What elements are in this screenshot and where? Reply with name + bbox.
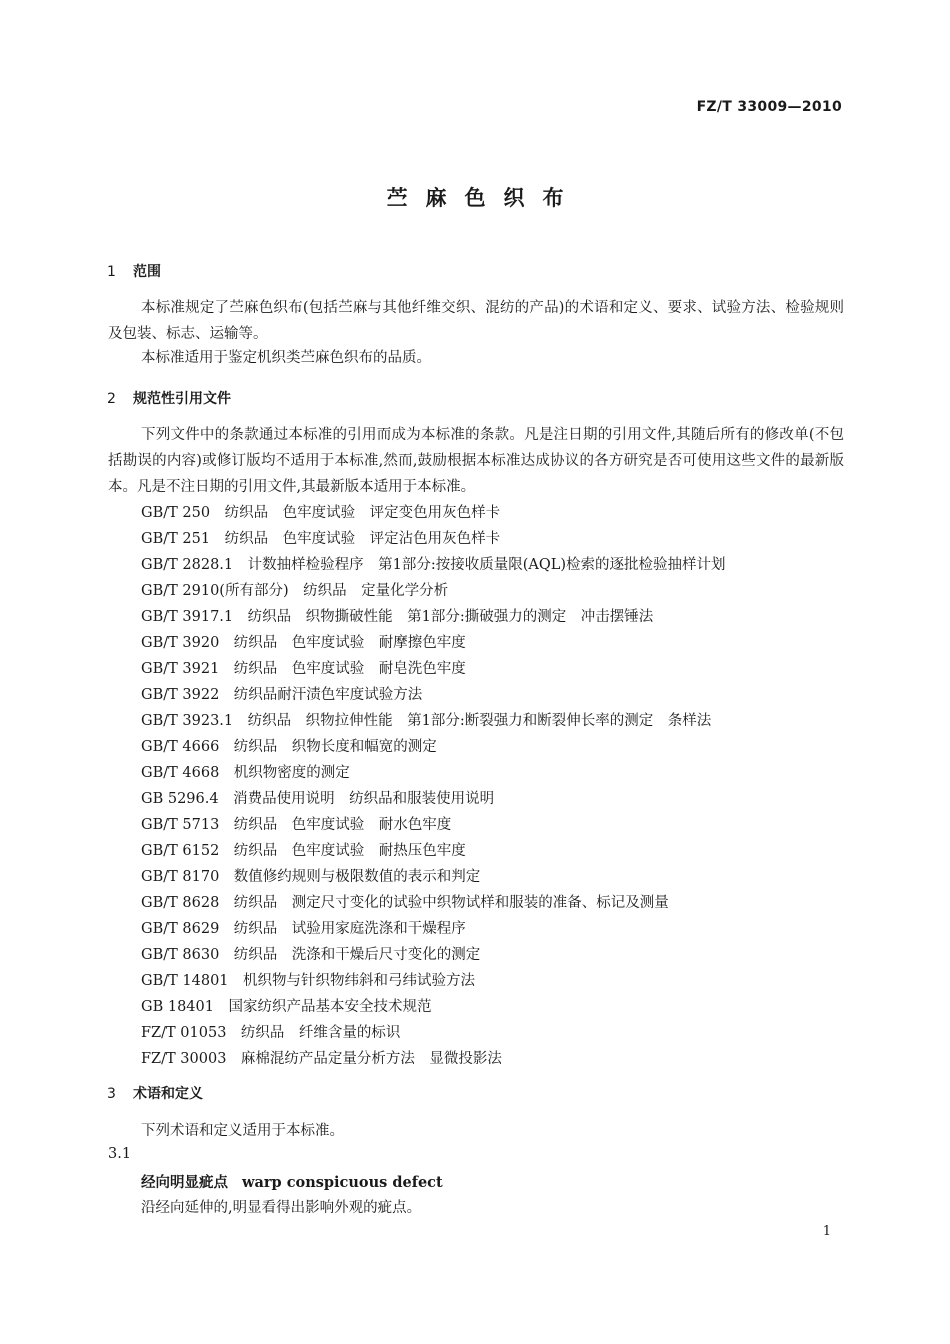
reference-item: GB/T 3922 纺织品耐汗渍色牢度试验方法	[141, 687, 423, 703]
reference-item: GB/T 8630 纺织品 洗涤和干燥后尺寸变化的测定	[141, 947, 481, 963]
terms-intro-paragraph: 下列术语和定义适用于本标准。	[141, 1123, 344, 1139]
normative-references-paragraph: 下列文件中的条款通过本标准的引用而成为本标准的条款。凡是注日期的引用文件,其随后所有的修改单(不包括勘误的内容)或修订版均不适用于本标准,然而,鼓励根据本标准达成协议的各方研究是否可使用这些文件的最新版本。凡是不注日期的引用文件,其最新版本适用于本标准。	[108, 427, 844, 495]
term-name-zh: 经向明显疵点	[141, 1175, 228, 1191]
section-title: 规范性引用文件	[133, 391, 231, 407]
reference-item: GB/T 3917.1 纺织品 织物撕破性能 第1部分:撕破强力的测定 冲击摆锤法	[141, 609, 654, 625]
reference-item: FZ/T 30003 麻棉混纺产品定量分析方法 显微投影法	[141, 1051, 502, 1067]
section-number: 3	[107, 1086, 116, 1102]
term-heading	[141, 1171, 443, 1192]
reference-list	[141, 500, 726, 1072]
reference-item: GB/T 5713 纺织品 色牢度试验 耐水色牢度	[141, 817, 452, 833]
term-number: 3.1	[108, 1146, 132, 1162]
reference-item: GB/T 6152 纺织品 色牢度试验 耐热压色牢度	[141, 843, 466, 859]
reference-item: GB/T 3920 纺织品 色牢度试验 耐摩擦色牢度	[141, 635, 466, 651]
reference-item: GB/T 251 纺织品 色牢度试验 评定沾色用灰色样卡	[141, 531, 501, 547]
reference-item: GB 18401 国家纺织产品基本安全技术规范	[141, 999, 432, 1015]
reference-item: GB/T 8170 数值修约规则与极限数值的表示和判定	[141, 869, 481, 885]
page-number: 1	[822, 1224, 831, 1239]
reference-item: GB/T 250 纺织品 色牢度试验 评定变色用灰色样卡	[141, 505, 501, 521]
reference-item: GB/T 2910(所有部分) 纺织品 定量化学分析	[141, 583, 449, 599]
section-number: 2	[107, 391, 116, 407]
section-title: 术语和定义	[133, 1086, 203, 1102]
reference-item: GB/T 8628 纺织品 测定尺寸变化的试验中织物试样和服装的准备、标记及测量	[141, 895, 669, 911]
reference-item: GB/T 2828.1 计数抽样检验程序 第1部分:按接收质量限(AQL)检索的逐批检验抽样计划	[141, 557, 726, 573]
section-title: 范围	[133, 264, 161, 280]
scope-paragraph: 本标准规定了苎麻色织布(包括苎麻与其他纤维交织、混纺的产品)的术语和定义、要求、试验方法、检验规则及包装、标志、运输等。	[108, 300, 844, 342]
scope-applicability-paragraph: 本标准适用于鉴定机织类苎麻色织布的品质。	[141, 350, 431, 366]
reference-item: GB/T 3921 纺织品 色牢度试验 耐皂洗色牢度	[141, 661, 466, 677]
reference-item: FZ/T 01053 纺织品 纤维含量的标识	[141, 1025, 401, 1041]
section-1-heading	[107, 261, 161, 281]
document-title: 苎麻色织布	[386, 186, 582, 210]
reference-item: GB/T 4668 机织物密度的测定	[141, 765, 350, 781]
reference-item: GB/T 4666 纺织品 织物长度和幅宽的测定	[141, 739, 437, 755]
reference-item: GB/T 8629 纺织品 试验用家庭洗涤和干燥程序	[141, 921, 466, 937]
reference-item: GB 5296.4 消费品使用说明 纺织品和服装使用说明	[141, 791, 495, 807]
reference-item: GB/T 3923.1 纺织品 织物拉伸性能 第1部分:断裂强力和断裂伸长率的测定 条样法	[141, 713, 712, 729]
term-definition: 沿经向延伸的,明显看得出影响外观的疵点。	[141, 1200, 422, 1216]
section-2-heading	[107, 388, 231, 408]
section-number: 1	[107, 264, 116, 280]
section-3-heading	[107, 1083, 203, 1103]
standard-code: FZ/T 33009—2010	[696, 99, 842, 115]
term-name-en: warp conspicuous defect	[242, 1174, 443, 1191]
reference-item: GB/T 14801 机织物与针织物纬斜和弓纬试验方法	[141, 973, 476, 989]
